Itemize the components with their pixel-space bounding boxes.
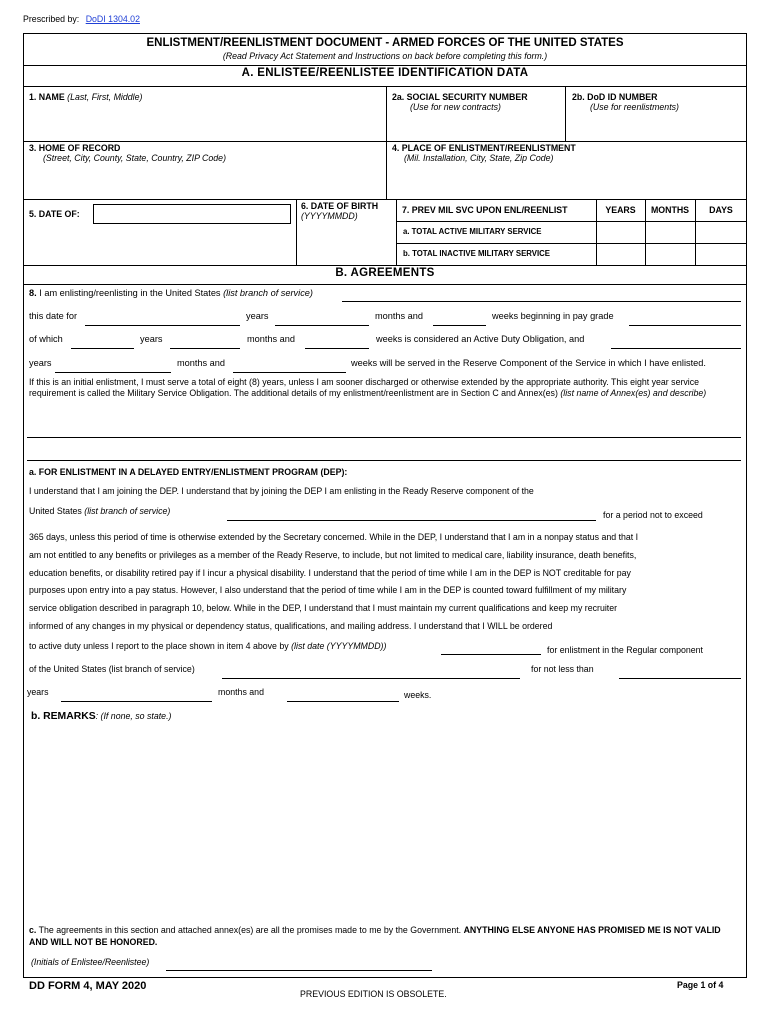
dep-line-1: I understand that I am joining the DEP. I understand that by joining the DEP I am enlisting in the Ready Reserve component of the [29, 486, 534, 496]
l2-c: months and [375, 311, 424, 321]
name-hint: (Last, First, Middle) [67, 92, 143, 102]
place-label: 4. PLACE OF ENLISTMENT/REENLISTMENT [392, 143, 576, 153]
l3-c: months and [247, 334, 296, 344]
ssn-label: 2a. SOCIAL SECURITY NUMBER [392, 92, 528, 102]
date-of-input[interactable] [93, 204, 291, 224]
ado-blank-input[interactable] [170, 348, 240, 349]
dep-line-3: 365 days, unless this period of time is otherwise extended by the Secretary concerned. While in the DEP, I understand that I am in a nonpay status and that I [29, 532, 639, 542]
form-id: DD FORM 4, MAY 2020 [29, 980, 147, 992]
dep-line-8: informed of any changes in my physical or dependency status, qualifications, and mailing address. I understand that I WILL be ordered [29, 621, 553, 631]
l3-a: of which [29, 334, 63, 344]
dep-title: a. FOR ENLISTMENT IN A DELAYED ENTRY/ENLISTMENT PROGRAM (DEP): [29, 467, 348, 477]
l4-c: weeks will be served in the Reserve Component of the Service in which I have enlisted. [351, 358, 706, 368]
reserve-months-input[interactable] [233, 372, 346, 373]
initials-input[interactable] [166, 970, 432, 971]
pay-grade-input[interactable] [629, 325, 741, 326]
home-of-record-field[interactable] [29, 143, 226, 163]
enlist-weeks-input[interactable] [433, 325, 486, 326]
promises-paragraph: c. The agreements in this section and attached annex(es) are all the promises made to me by the Government. ANYTHING ELSE ANYONE HAS PROMISED ME IS NOT VALID AND WILL NOT BE HONORED. [29, 925, 721, 947]
para-8: 8. I am enlisting/reenlisting in the United States (list branch of service) [29, 288, 313, 298]
dep-years-input[interactable] [61, 701, 212, 702]
dob-field[interactable] [301, 201, 378, 221]
regular-branch-input[interactable] [222, 678, 520, 679]
branch-input[interactable] [342, 301, 741, 302]
dep-branch-input[interactable] [227, 520, 596, 521]
annex-input-1[interactable] [27, 437, 741, 438]
l2-a: this date for [29, 311, 78, 321]
dep-not-less: for not less than [531, 664, 594, 674]
reserve-years-input[interactable] [55, 372, 171, 373]
home-hint: (Street, City, County, State, Country, ZIP Code) [43, 153, 227, 163]
place-hint: (Mil. Installation, City, State, Zip Code) [404, 153, 554, 163]
ado-months-input[interactable] [305, 348, 369, 349]
prescribed-by [23, 14, 140, 24]
remarks-label: b. REMARKS [31, 711, 96, 722]
dep-months-input[interactable] [287, 701, 399, 702]
col-days: DAYS [709, 205, 733, 215]
dep-line-5: education benefits, or disability retired pay if I incur a physical disability. I understand that the period of time while I am in the DEP is NOT creditable for pay [29, 568, 631, 578]
enlist-years-input[interactable] [85, 325, 240, 326]
l4-a: years [29, 358, 52, 368]
ssn-field[interactable] [392, 92, 528, 112]
l3-b: years [140, 334, 163, 344]
form-subtitle: (Read Privacy Act Statement and Instructions on back before completing this form.) [222, 51, 548, 61]
col-months: MONTHS [650, 205, 690, 215]
dep-line-6: purposes upon entry into a pay status. However, I also understand that the period of time while I am in the DEP is counted toward fulfillment of my military [29, 585, 627, 595]
ado-weeks-input[interactable] [611, 348, 741, 349]
remarks-hint: : (If none, so state.) [95, 711, 172, 721]
dodi-link[interactable]: DoDI 1304.02 [85, 14, 140, 24]
date-of-label: 5. DATE OF: [29, 209, 80, 219]
ado-years-input[interactable] [71, 348, 134, 349]
col-years: YEARS [605, 205, 636, 215]
l4-b: months and [177, 358, 226, 368]
dep-years: years [27, 687, 49, 697]
dep-line-2: United States (list branch of service) [29, 506, 171, 516]
remarks-label-group [31, 711, 171, 722]
prev-svc-label: 7. PREV MIL SVC UPON ENL/REENLIST [402, 205, 568, 215]
annex-input-2[interactable] [27, 460, 741, 461]
page-number: Page 1 of 4 [677, 980, 724, 990]
remarks-area[interactable] [29, 728, 741, 914]
section-b-title: B. AGREEMENTS [335, 267, 435, 279]
name-label: 1. NAME [29, 92, 65, 102]
dep-period: for a period not to exceed [603, 510, 703, 520]
enlist-months-input[interactable] [275, 325, 369, 326]
dodid-label: 2b. DoD ID NUMBER [572, 92, 658, 102]
ssn-hint: (Use for new contracts) [410, 102, 501, 112]
form-title: ENLISTMENT/REENLISTMENT DOCUMENT - ARMED FORCES OF THE UNITED STATES [146, 37, 624, 49]
dob-label: 6. DATE OF BIRTH [301, 201, 379, 211]
dep-regular: for enlistment in the Regular component [547, 645, 703, 655]
obsolete-note: PREVIOUS EDITION IS OBSOLETE. [300, 989, 447, 999]
row-active-label: a. TOTAL ACTIVE MILITARY SERVICE [403, 227, 542, 236]
name-field[interactable] [29, 92, 142, 102]
mso-paragraph: If this is an initial enlistment, I must serve a total of eight (8) years, unless I am sooner discharged or otherwise extended by the appropriate authority. This eight year service requirement is called the Military Service Obligation. The additional details of my enlistment/reenlistment are in Section C and Annex(es) (list name of Annex(es) and describe) [29, 377, 707, 399]
dep-line-10: of the United States (list branch of service) [29, 664, 195, 674]
prescribed-label: Prescribed by: [23, 14, 80, 24]
dep-line-7: service obligation described in paragraph 10, below. While in the DEP, I understand that I must maintain my current qualifications and keep my recruiter [29, 603, 618, 613]
dob-hint: (YYYYMMDD) [301, 211, 358, 221]
dodid-field[interactable] [572, 92, 679, 112]
report-date-input[interactable] [441, 654, 541, 655]
row-inactive-label: b. TOTAL INACTIVE MILITARY SERVICE [403, 249, 550, 258]
initials-label: (Initials of Enlistee/Reenlistee) [31, 957, 150, 967]
l2-d: weeks beginning in pay grade [492, 311, 614, 321]
l2-b: years [246, 311, 269, 321]
not-less-input[interactable] [619, 678, 741, 679]
dep-line-9: to active duty unless I report to the place shown in item 4 above by (list date (YYYYMMDD)) [29, 641, 387, 651]
dep-weeks: weeks. [404, 690, 432, 700]
section-a-title: A. ENLISTEE/REENLISTEE IDENTIFICATION DATA [241, 67, 529, 79]
dodid-hint: (Use for reenlistments) [590, 102, 679, 112]
dep-months: months and [218, 687, 264, 697]
l3-d: weeks is considered an Active Duty Obligation, and [376, 334, 585, 344]
dep-line-4: am not entitled to any benefits or privileges as a member of the Ready Reserve, to include, but not limited to medical care, liability insurance, death benefits, [29, 550, 637, 560]
home-label: 3. HOME OF RECORD [29, 143, 121, 153]
place-field[interactable] [392, 143, 576, 163]
